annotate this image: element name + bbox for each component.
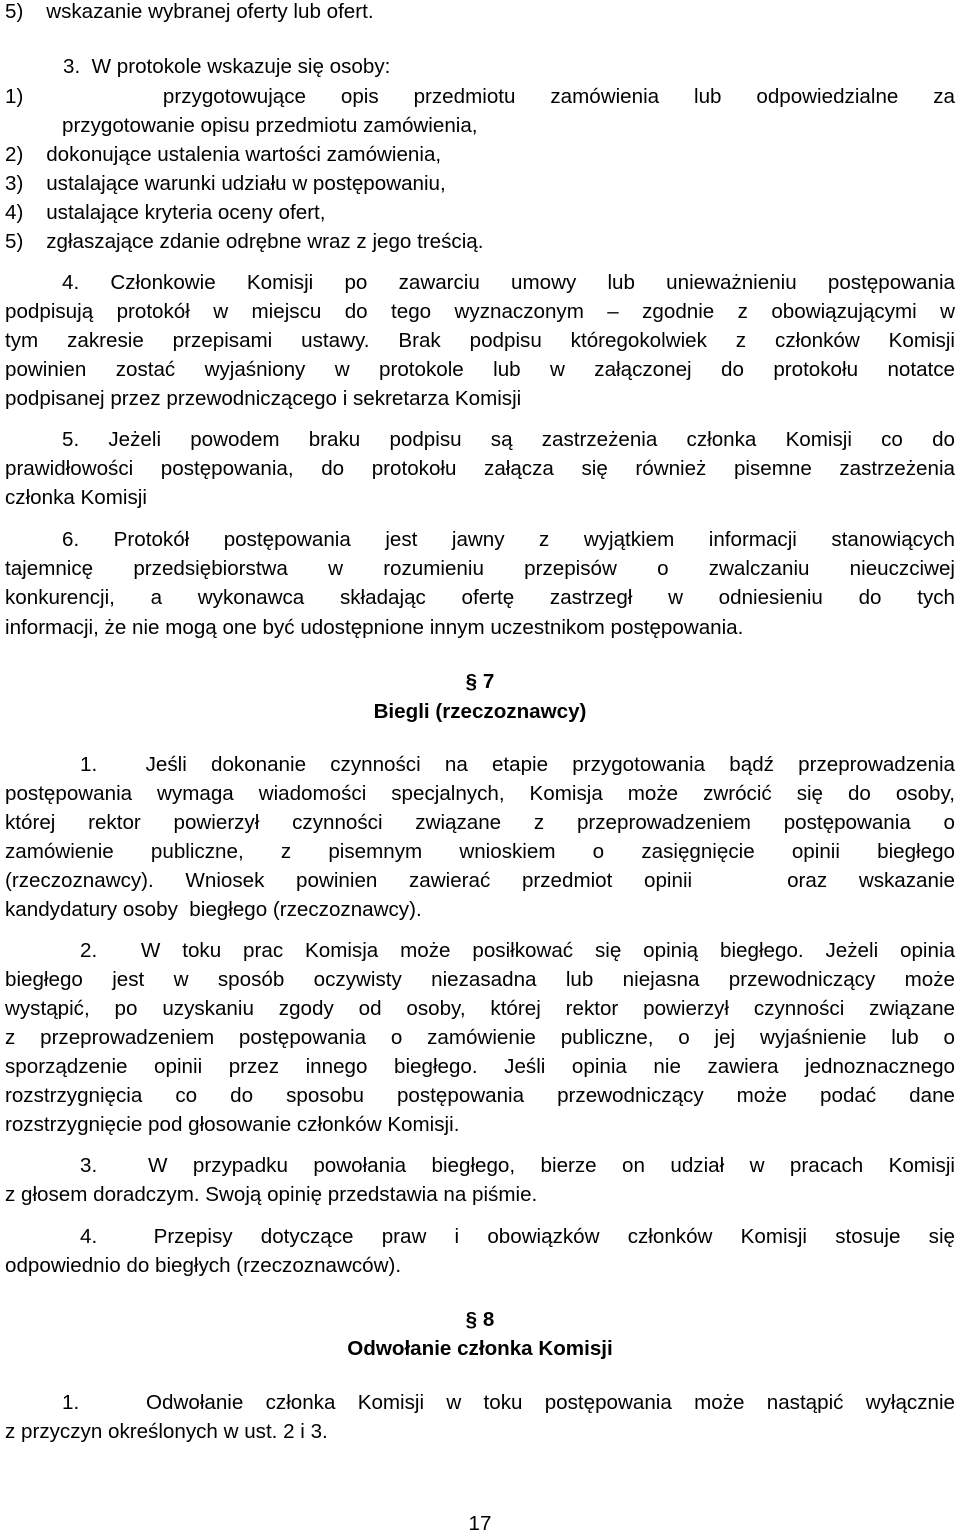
paragraph-line: 1. Jeśli dokonanie czynności na etapie przygotowania bądź przeprowadzenia: [80, 753, 955, 776]
paragraph-line: której rektor powierzył czynności związane z przeprowadzeniem postępowania o: [5, 811, 955, 834]
paragraph-line: tajemnicę przedsiębiorstwa w rozumieniu przepisów o zwalczaniu nieuczciwej: [5, 557, 955, 580]
paragraph-line: sporządzenie opinii przez innego biegłego. Jeśli opinia nie zawiera jednoznacznego: [5, 1055, 955, 1078]
section-number: § 7: [465, 670, 495, 693]
paragraph-line: rozstrzygnięcie pod głosowanie członków Komisji.: [5, 1113, 460, 1136]
paragraph-line: postępowania wymaga wiadomości specjalnych, Komisja może zwrócić się do osoby,: [5, 782, 955, 805]
paragraph-line: 3. W przypadku powołania biegłego, bierze on udział w pracach Komisji: [80, 1154, 955, 1177]
page-number: 17: [468, 1512, 492, 1535]
paragraph-line: 2. W toku prac Komisja może posiłkować się opinią biegłego. Jeżeli opinia: [80, 939, 955, 962]
paragraph-line: członka Komisji: [5, 486, 147, 509]
paragraph-line: z przeprowadzeniem postępowania o zamówienie publiczne, o jej wyjaśnienie lub o: [5, 1026, 955, 1049]
paragraph-line: 4. Przepisy dotyczące praw i obowiązków członków Komisji stosuje się: [80, 1225, 955, 1248]
paragraph-line: 4. Członkowie Komisji po zawarciu umowy lub unieważnieniu postępowania: [62, 271, 955, 294]
paragraph-line: informacji, że nie mogą one być udostępnione innym uczestnikom postępowania.: [5, 616, 744, 639]
list-item: 3) ustalające warunki udziału w postępowaniu,: [5, 172, 446, 195]
section-title: Biegli (rzeczoznawcy): [373, 700, 587, 723]
paragraph-line: (rzeczoznawcy). Wniosek powinien zawierać przedmiot opinii oraz wskazanie: [5, 869, 955, 892]
section-title: Odwołanie członka Komisji: [347, 1337, 613, 1360]
paragraph-line: podpisują protokół w miejscu do tego wyznaczonym – zgodnie z obowiązującymi w: [5, 300, 955, 323]
paragraph-line: 3. W protokole wskazuje się osoby:: [63, 55, 391, 78]
list-item: 2) dokonujące ustalenia wartości zamówienia,: [5, 143, 442, 166]
paragraph-line: podpisanej przez przewodniczącego i sekretarza Komisji: [5, 387, 522, 410]
paragraph-line: powinien zostać wyjaśniony w protokole lub w załączonej do protokołu notatce: [5, 358, 955, 381]
paragraph-line: zamówienie publiczne, z pisemnym wnioskiem o zasięgnięcie opinii biegłego: [5, 840, 955, 863]
paragraph-line: rozstrzygnięcia co do sposobu postępowania przewodniczący może podać dane: [5, 1084, 955, 1107]
paragraph-line: konkurencji, a wykonawca składając ofertę zastrzegł w odniesieniu do tych: [5, 586, 955, 609]
paragraph-line: z głosem doradczym. Swoją opinię przedstawia na piśmie.: [5, 1183, 538, 1206]
paragraph-line: tym zakresie przepisami ustawy. Brak podpisu któregokolwiek z członków Komisji: [5, 329, 955, 352]
list-item: 4) ustalające kryteria oceny ofert,: [5, 201, 326, 224]
paragraph-line: 1. Odwołanie członka Komisji w toku postępowania może nastąpić wyłącznie: [62, 1391, 955, 1414]
paragraph-line: odpowiednio do biegłych (rzeczoznawców).: [5, 1254, 402, 1277]
paragraph-line: 6. Protokół postępowania jest jawny z wyjątkiem informacji stanowiących: [62, 528, 955, 551]
list-item: 1) przygotowujące opis przedmiotu zamówienia lub odpowiedzialne za: [5, 85, 955, 108]
list-item: 5) wskazanie wybranej oferty lub ofert.: [5, 0, 374, 23]
list-item: 5) zgłaszające zdanie odrębne wraz z jego treścią.: [5, 230, 484, 253]
paragraph-line: 5. Jeżeli powodem braku podpisu są zastrzeżenia członka Komisji co do: [62, 428, 955, 451]
paragraph-line: biegłego jest w sposób oczywisty niezasadna lub niejasna przewodniczący może: [5, 968, 955, 991]
paragraph-line: z przyczyn określonych w ust. 2 i 3.: [5, 1420, 328, 1443]
paragraph-line: prawidłowości postępowania, do protokołu załącza się również pisemne zastrzeżenia: [5, 457, 955, 480]
section-number: § 8: [465, 1308, 495, 1331]
paragraph-line: wystąpić, po uzyskaniu zgody od osoby, której rektor powierzył czynności związane: [5, 997, 955, 1020]
paragraph-line: kandydatury osoby biegłego (rzeczoznawcy).: [5, 898, 422, 921]
list-item-continuation: przygotowanie opisu przedmiotu zamówienia,: [62, 114, 478, 137]
